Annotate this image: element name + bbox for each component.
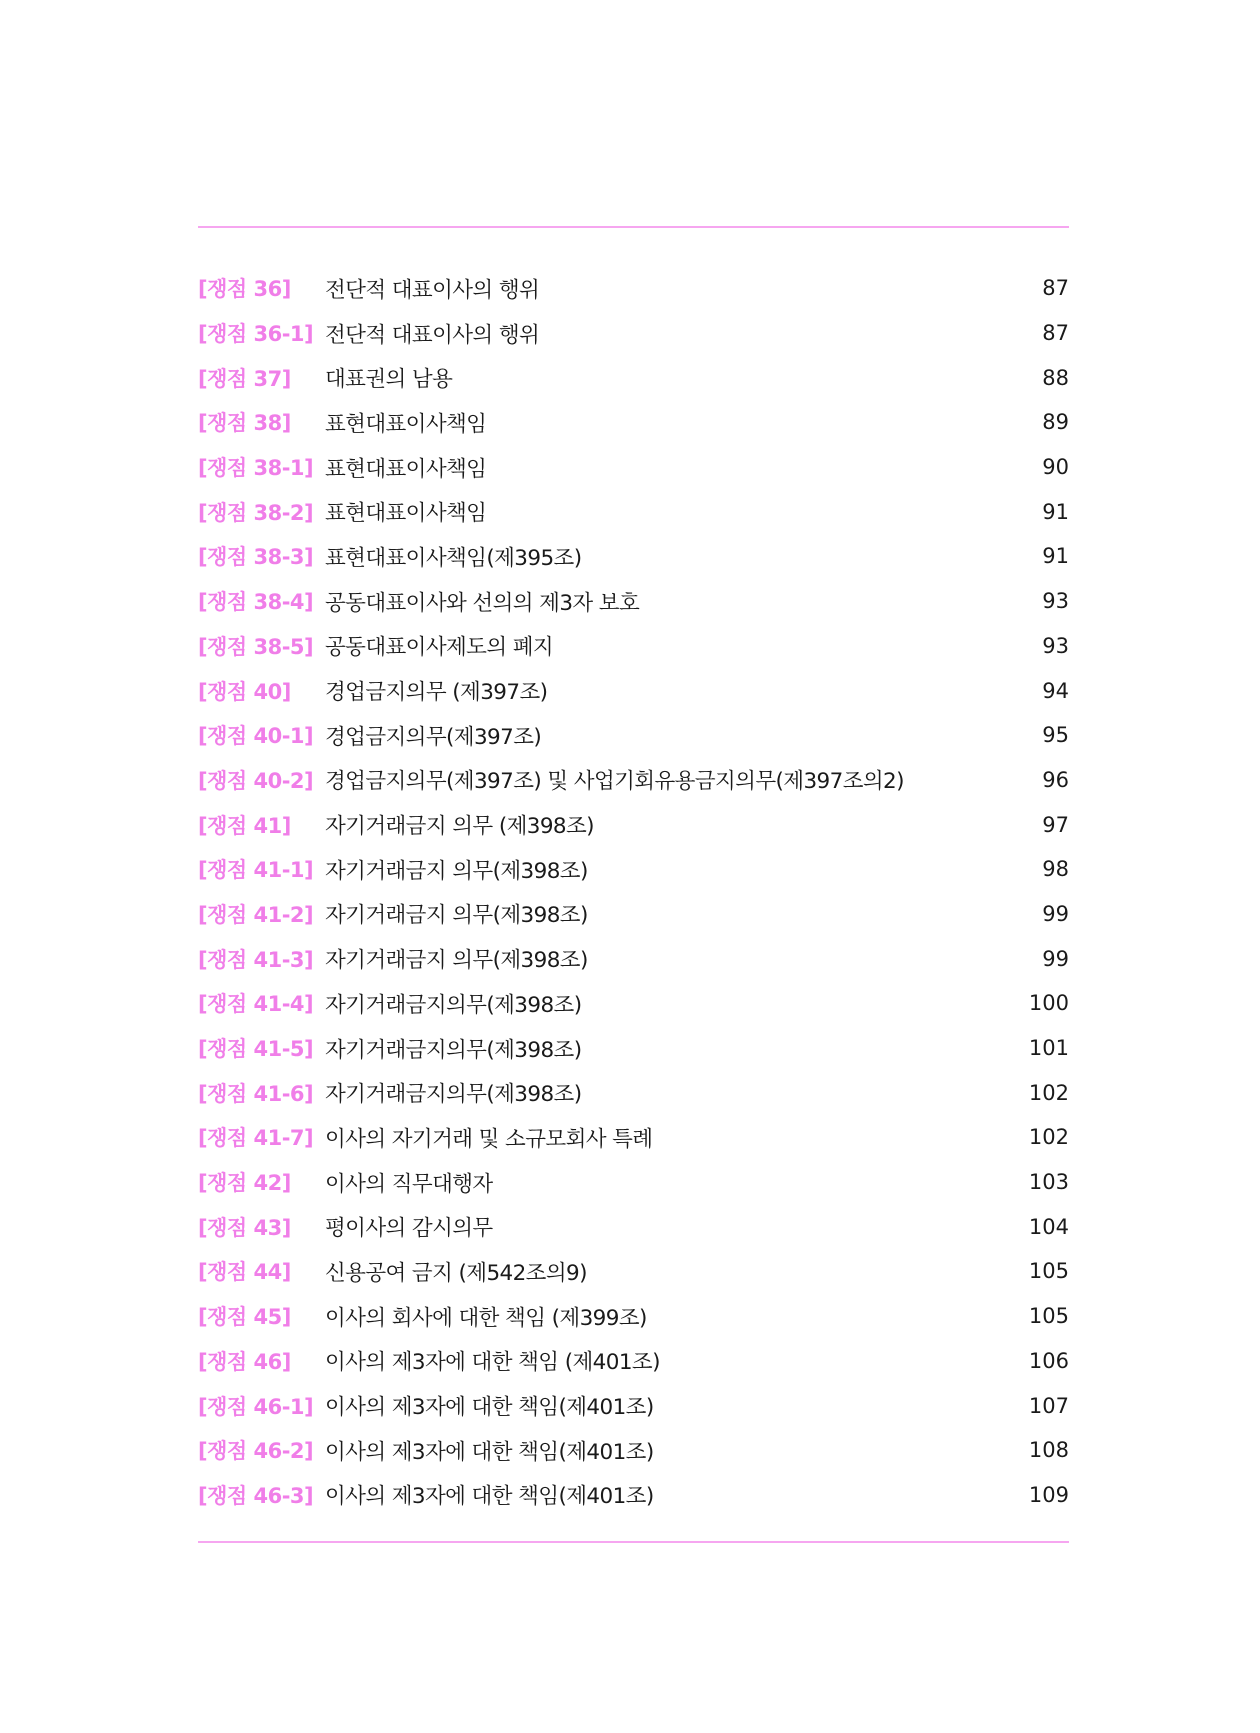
top-divider — [198, 226, 1069, 228]
issue-title: 이사의 제3자에 대한 책임(제401조) — [325, 1395, 654, 1421]
page-number: 87 — [1042, 276, 1069, 301]
issue-number: [쟁점 38-3] — [198, 545, 314, 570]
issue-title: 전단적 대표이사의 행위 — [325, 277, 540, 303]
toc-entry[interactable] — [198, 445, 1069, 490]
issue-title: 표현대표이사책임 — [325, 456, 487, 482]
page-number: 95 — [1042, 723, 1069, 748]
page-number: 109 — [1028, 1482, 1069, 1507]
toc-entry[interactable] — [198, 1339, 1069, 1384]
page-number: 98 — [1042, 857, 1069, 882]
issue-number: [쟁점 43] — [198, 1215, 291, 1240]
page-number: 93 — [1042, 633, 1069, 658]
toc-entry[interactable] — [198, 534, 1069, 579]
issue-title: 자기거래금지 의무 (제398조) — [325, 814, 594, 840]
issue-title: 이사의 제3자에 대한 책임 (제401조) — [325, 1350, 660, 1376]
issue-title: 신용공여 금지 (제542조의9) — [325, 1260, 587, 1286]
issue-number: [쟁점 37] — [198, 366, 291, 391]
issue-title: 표현대표이사책임(제395조) — [325, 545, 582, 571]
toc-entry[interactable] — [198, 355, 1069, 400]
page-number: 97 — [1042, 812, 1069, 837]
toc-entry[interactable] — [198, 847, 1069, 892]
page-number: 103 — [1028, 1170, 1069, 1195]
issue-title: 이사의 회사에 대한 책임 (제399조) — [325, 1305, 647, 1331]
issue-number: [쟁점 41-3] — [198, 947, 314, 972]
issue-title: 표현대표이사책임 — [325, 411, 487, 437]
page-number: 102 — [1028, 1125, 1069, 1150]
issue-number: [쟁점 40] — [198, 679, 291, 704]
toc-entry[interactable] — [198, 981, 1069, 1026]
toc-entry[interactable] — [198, 1428, 1069, 1473]
issue-number: [쟁점 41-7] — [198, 1126, 314, 1151]
toc-entry[interactable] — [198, 489, 1069, 534]
issue-number: [쟁점 41-4] — [198, 992, 314, 1017]
toc-entry[interactable] — [198, 1383, 1069, 1428]
issue-number: [쟁점 44] — [198, 1260, 291, 1285]
issue-title: 대표권의 남용 — [325, 367, 453, 393]
toc-entry[interactable] — [198, 1249, 1069, 1294]
toc-entry[interactable] — [198, 1026, 1069, 1071]
page-number: 93 — [1042, 589, 1069, 614]
issue-number: [쟁점 38-1] — [198, 456, 314, 481]
toc-entry[interactable] — [198, 713, 1069, 758]
issue-title: 이사의 제3자에 대한 책임(제401조) — [325, 1439, 654, 1465]
issue-number: [쟁점 41] — [198, 813, 291, 838]
toc-entry[interactable] — [198, 668, 1069, 713]
issue-title: 평이사의 감시의무 — [325, 1216, 493, 1242]
issue-number: [쟁점 36-1] — [198, 322, 314, 347]
page-number: 100 — [1028, 991, 1069, 1016]
page-number: 91 — [1042, 499, 1069, 524]
issue-title: 자기거래금지 의무(제398조) — [325, 858, 588, 884]
issue-number: [쟁점 38] — [198, 411, 291, 436]
issue-title: 경업금지의무 (제397조) — [325, 680, 548, 706]
page-number: 99 — [1042, 946, 1069, 971]
issue-title: 이사의 제3자에 대한 책임(제401조) — [325, 1484, 654, 1510]
toc-entry[interactable] — [198, 892, 1069, 937]
issue-number: [쟁점 41-5] — [198, 1037, 314, 1062]
issue-title: 자기거래금지의무(제398조) — [325, 1082, 582, 1108]
issue-number: [쟁점 40-1] — [198, 724, 314, 749]
issue-number: [쟁점 41-1] — [198, 858, 314, 883]
issue-number: [쟁점 40-2] — [198, 768, 314, 793]
bottom-divider — [198, 1541, 1069, 1543]
page-number: 99 — [1042, 901, 1069, 926]
issue-number: [쟁점 41-2] — [198, 902, 314, 927]
issue-title: 자기거래금지의무(제398조) — [325, 992, 582, 1018]
toc-entry[interactable] — [198, 400, 1069, 445]
page-number: 108 — [1028, 1438, 1069, 1463]
toc-entry[interactable] — [198, 624, 1069, 669]
issue-number: [쟁점 38-2] — [198, 500, 314, 525]
page-number: 101 — [1028, 1036, 1069, 1061]
issue-title: 공동대표이사와 선의의 제3자 보호 — [325, 590, 640, 616]
page-number: 104 — [1028, 1214, 1069, 1239]
issue-title: 자기거래금지 의무(제398조) — [325, 948, 588, 974]
page-number: 94 — [1042, 678, 1069, 703]
page-number: 105 — [1028, 1259, 1069, 1284]
issue-title: 이사의 직무대행자 — [325, 1171, 493, 1197]
page-number: 105 — [1028, 1304, 1069, 1329]
page-number: 102 — [1028, 1080, 1069, 1105]
issue-title: 표현대표이사책임 — [325, 501, 487, 527]
page-number: 88 — [1042, 365, 1069, 390]
page-number: 96 — [1042, 767, 1069, 792]
toc-entry[interactable] — [198, 1115, 1069, 1160]
issue-title: 전단적 대표이사의 행위 — [325, 322, 540, 348]
issue-number: [쟁점 46-2] — [198, 1439, 314, 1464]
issue-title: 경업금지의무(제397조) 및 사업기회유용금지의무(제397조의2) — [325, 769, 904, 795]
issue-number: [쟁점 41-6] — [198, 1081, 314, 1106]
toc-entry[interactable] — [198, 802, 1069, 847]
issue-number: [쟁점 36] — [198, 277, 291, 302]
toc-entry[interactable] — [198, 1473, 1069, 1518]
page-number: 90 — [1042, 455, 1069, 480]
page-number: 89 — [1042, 410, 1069, 435]
issue-number: [쟁점 38-4] — [198, 590, 314, 615]
toc-entry[interactable] — [198, 936, 1069, 981]
toc-entry[interactable] — [198, 758, 1069, 803]
page-number: 107 — [1028, 1393, 1069, 1418]
toc-entry[interactable] — [198, 1294, 1069, 1339]
issue-number: [쟁점 46-1] — [198, 1394, 314, 1419]
issue-number: [쟁점 38-5] — [198, 634, 314, 659]
toc-list — [198, 266, 1069, 1517]
page-number: 87 — [1042, 321, 1069, 346]
issue-number: [쟁점 42] — [198, 1171, 291, 1196]
issue-number: [쟁점 45] — [198, 1305, 291, 1330]
page-number: 91 — [1042, 544, 1069, 569]
toc-entry[interactable] — [198, 579, 1069, 624]
issue-number: [쟁점 46-3] — [198, 1483, 314, 1508]
toc-entry[interactable] — [198, 1204, 1069, 1249]
toc-entry[interactable] — [198, 266, 1069, 311]
toc-entry[interactable] — [198, 1070, 1069, 1115]
issue-title: 자기거래금지 의무(제398조) — [325, 903, 588, 929]
issue-number: [쟁점 46] — [198, 1349, 291, 1374]
toc-entry[interactable] — [198, 1160, 1069, 1205]
issue-title: 이사의 자기거래 및 소규모회사 특례 — [325, 1126, 653, 1152]
toc-entry[interactable] — [198, 311, 1069, 356]
issue-title: 자기거래금지의무(제398조) — [325, 1037, 582, 1063]
issue-title: 경업금지의무(제397조) — [325, 724, 542, 750]
issue-title: 공동대표이사제도의 폐지 — [325, 635, 554, 661]
page-number: 106 — [1028, 1348, 1069, 1373]
